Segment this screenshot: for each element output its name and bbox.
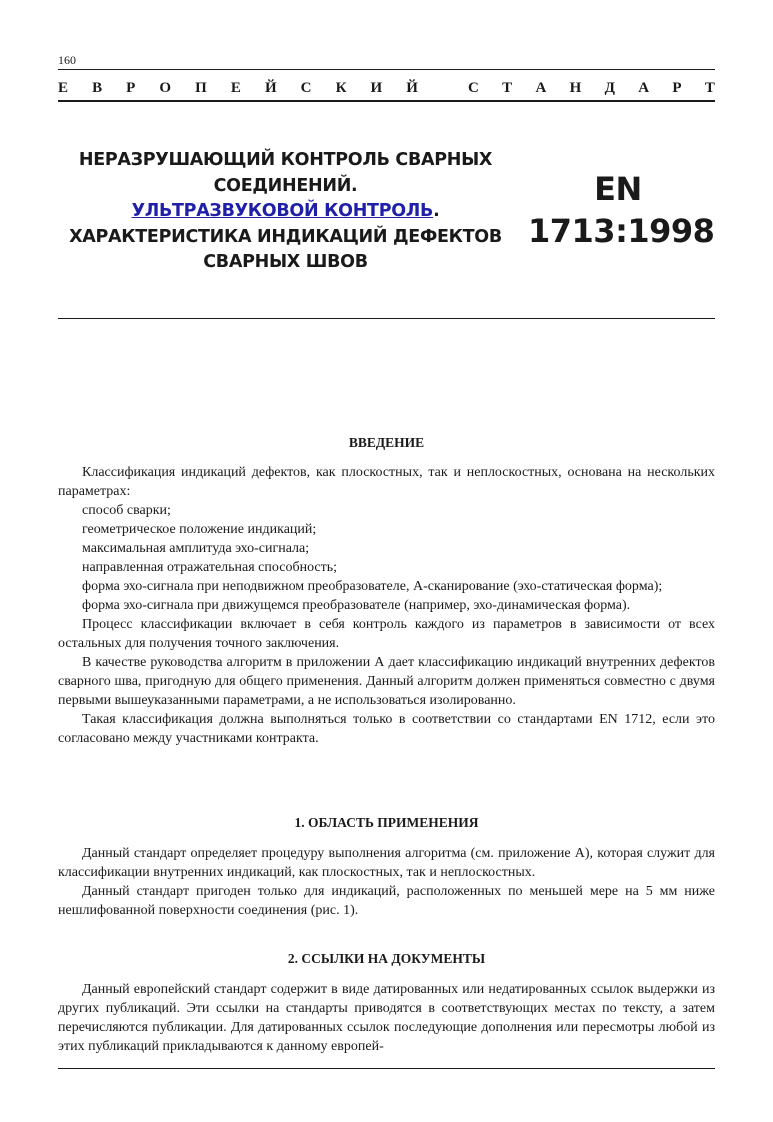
page-number: 160 — [58, 53, 76, 67]
list-item: способ сварки; — [82, 503, 171, 518]
paragraph: Такая классификация должна выполняться только в соответствии со стандартами EN 1712, если это согласовано между участниками контракта. — [58, 712, 715, 746]
paragraph: Классификация индикаций дефектов, как плоскостных, так и неплоскостных, основана на нескольких параметрах: — [58, 465, 715, 499]
running-header-letter: Р — [126, 79, 136, 96]
running-header-letter: О — [159, 79, 172, 96]
header-top-rule — [58, 69, 715, 70]
list-item: форма эхо-сигнала при неподвижном преобразователе, А-сканирование (эхо-статическая форма); — [82, 579, 663, 594]
standard-number: 1713:1998 — [528, 212, 715, 250]
running-header-letter: Р — [672, 79, 682, 96]
running-header-word-european — [58, 80, 418, 97]
running-header-letter: Е — [58, 79, 69, 96]
header-bottom-rule — [58, 100, 715, 102]
running-header-letter: И — [370, 79, 383, 96]
list-item: максимальная амплитуда эхо-сигнала; — [82, 541, 310, 556]
introduction-text — [58, 463, 715, 748]
running-header-word-standard — [468, 80, 715, 97]
list-item: форма эхо-сигнала при движущемся преобразователе (например, эхо-динамическая форма). — [82, 598, 631, 613]
title-link-suffix: . — [433, 201, 440, 221]
running-header-letter: С — [468, 79, 479, 96]
title-line: ХАРАКТЕРИСТИКА ИНДИКАЦИЙ ДЕФЕКТОВ — [69, 226, 502, 247]
running-header-letter: Й — [406, 79, 418, 96]
paragraph: Процесс классификации включает в себя контроль каждого из параметров в зависимости от всех остальных для получения точного заключения. — [58, 617, 715, 651]
running-header-letter: П — [195, 79, 207, 96]
title-link[interactable]: УЛЬТРАЗВУКОВОЙ КОНТРОЛЬ — [131, 201, 434, 221]
footer-rule — [58, 1068, 715, 1069]
running-header-letter: А — [535, 79, 547, 96]
document-title — [58, 148, 513, 276]
standard-code — [528, 168, 715, 252]
running-header-letter: К — [335, 79, 347, 96]
running-header-letter: В — [92, 79, 103, 96]
running-header-letter: Й — [264, 79, 277, 96]
running-header-letter: Т — [704, 79, 715, 96]
section-heading-scope: 1. ОБЛАСТЬ ПРИМЕНЕНИЯ — [294, 815, 479, 830]
references-text — [58, 980, 715, 1056]
paragraph: Данный стандарт определяет процедуру выполнения алгоритма (см. приложение А), которая служит для классификации внутренних индикаций, как плоскостных, так и неплоскостных. — [58, 846, 715, 880]
list-item: направленная отражательная способность; — [82, 560, 338, 575]
running-header-letter: А — [638, 79, 650, 96]
title-line: СВАРНЫХ ШВОВ — [203, 252, 368, 272]
running-header-letter: Т — [502, 79, 513, 96]
title-line: СОЕДИНЕНИЙ. — [213, 175, 358, 196]
running-header-letter: Н — [569, 79, 582, 96]
running-header-letter: Д — [604, 79, 615, 96]
scope-text — [58, 844, 715, 920]
paragraph: Данный европейский стандарт содержит в виде датированных или недатированных ссылок выдержки из других публикаций. Эти ссылки на стандарты приводятся в соответствующих местах по тексту, а затем перечисляются публикации. Для датированных ссылок последующие дополнения или пересмотры любой из этих публикаций прикладываются к данному европей- — [58, 982, 715, 1054]
title-link-line — [58, 199, 513, 225]
section-heading-references: 2. ССЫЛКИ НА ДОКУМЕНТЫ — [287, 951, 486, 966]
standard-prefix: EN — [594, 170, 642, 208]
list-item: геометрическое положение индикаций; — [82, 522, 317, 537]
paragraph: В качестве руководства алгоритм в приложении А дает классификацию индикаций внутренних дефектов сварного шва, пригодную для общего применения. Данный алгоритм должен применяться совместно с двумя первыми вышеуказанными параметрами, а не использоваться изолированно. — [58, 655, 715, 708]
running-header — [58, 78, 715, 98]
running-header-letter: Е — [230, 79, 241, 96]
title-line: НЕРАЗРУШАЮЩИЙ КОНТРОЛЬ СВАРНЫХ — [78, 150, 493, 170]
title-bottom-rule — [58, 318, 715, 319]
section-heading-introduction: ВВЕДЕНИЕ — [348, 435, 425, 450]
running-header-letter: С — [300, 79, 312, 96]
paragraph: Данный стандарт пригоден только для индикаций, расположенных по меньшей мере на 5 мм ниже нешлифованной поверхности соединения (рис. 1). — [58, 884, 715, 918]
